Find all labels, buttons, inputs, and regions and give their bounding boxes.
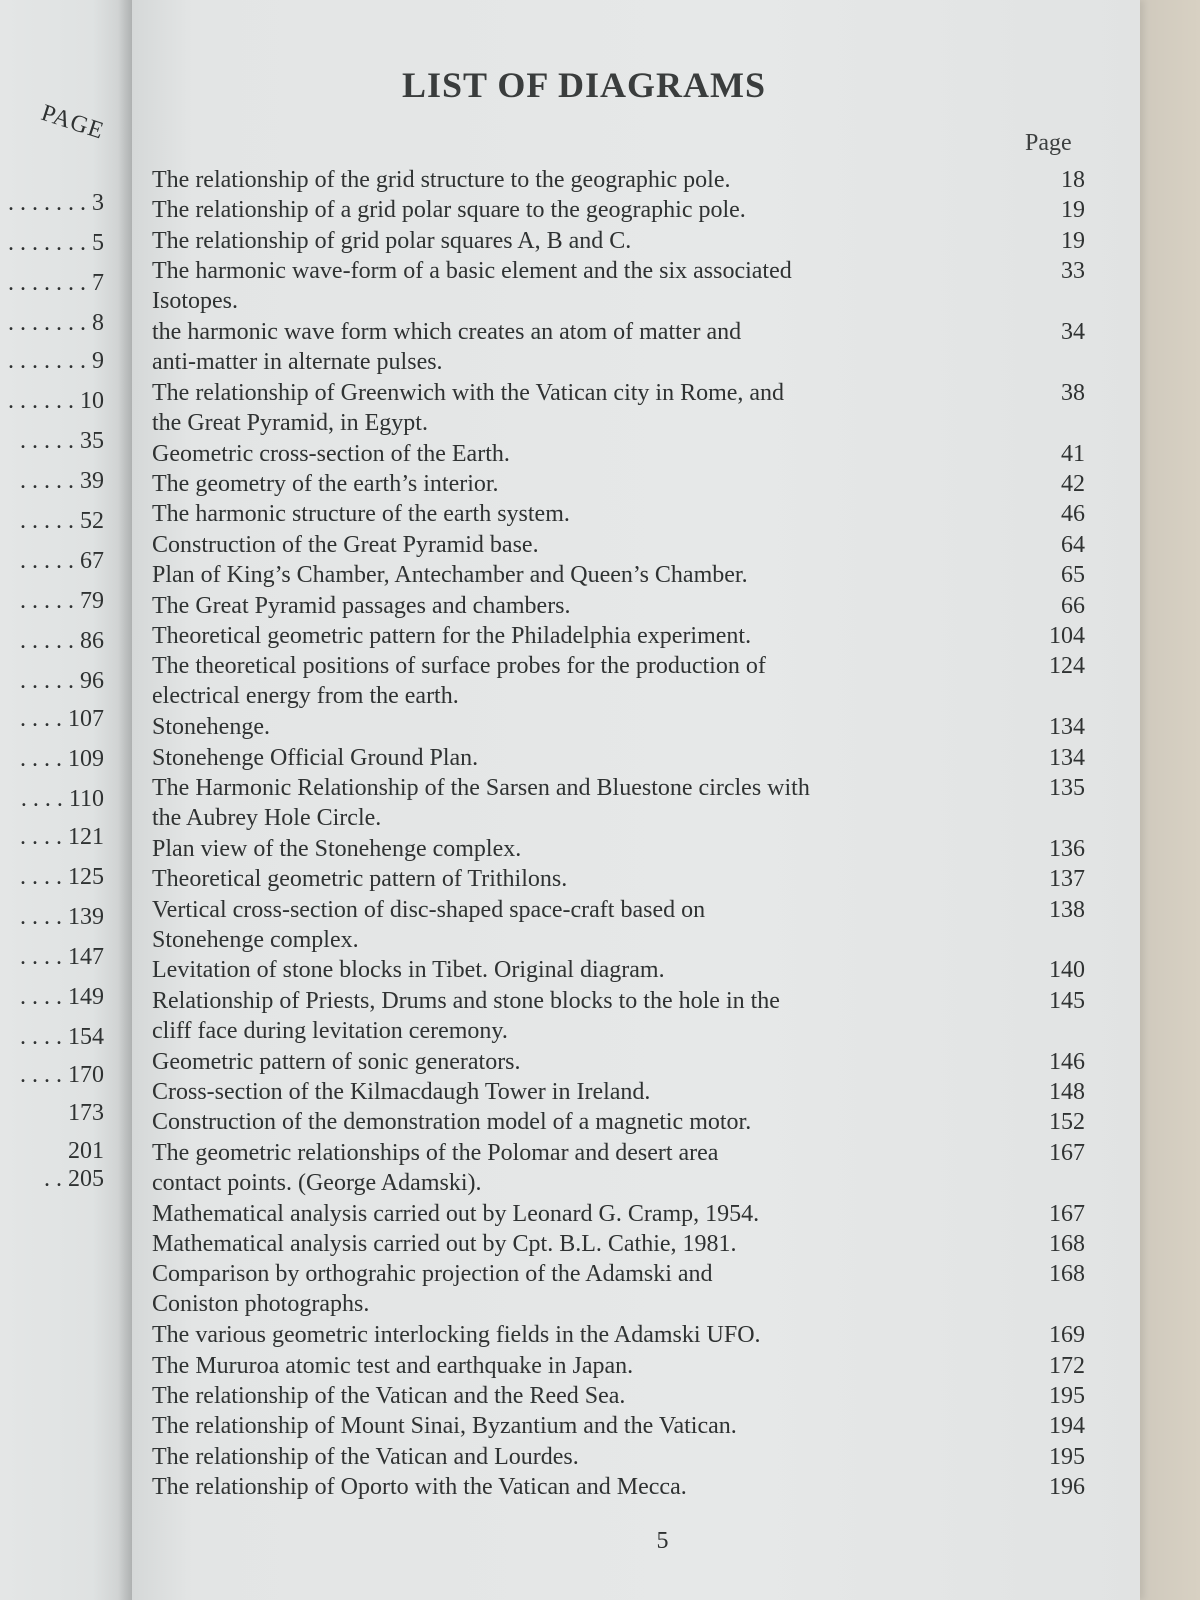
diagram-entry-page: 124 xyxy=(1049,653,1085,680)
diagram-entry-title-line: Construction of the demonstration model of a magnetic motor. xyxy=(152,1109,752,1136)
diagram-entry-title-line: Comparison by orthograhic projection of the Adamski and xyxy=(152,1261,713,1288)
diagram-entry-page: 65 xyxy=(1061,562,1085,589)
diagram-entry-title-line: The various geometric interlocking fields in the Adamski UFO. xyxy=(152,1322,761,1349)
diagram-entry-page: 33 xyxy=(1061,258,1085,285)
diagram-entry-title-line: The harmonic wave-form of a basic element and the six associated xyxy=(152,258,792,285)
diagram-entry-title xyxy=(152,1138,972,1198)
facing-page-entry: . . . . 121 xyxy=(20,824,104,850)
diagram-entry-title xyxy=(152,712,972,742)
diagram-entry-title-line: Mathematical analysis carried out by Leonard G. Cramp, 1954. xyxy=(152,1200,760,1227)
diagram-entry-title-line: Stonehenge complex. xyxy=(152,926,359,953)
diagram-entry-page: 18 xyxy=(1061,167,1085,193)
facing-page-entry: 173 xyxy=(68,1100,104,1126)
page-title: LIST OF DIAGRAMS xyxy=(401,65,767,105)
diagram-entry-title xyxy=(152,1229,972,1259)
diagram-entry-title xyxy=(152,530,972,560)
diagram-entry-page: 194 xyxy=(1049,1413,1085,1440)
diagram-entry-title xyxy=(152,195,972,225)
diagram-entry-title-line: Plan of King’s Chamber, Antechamber and Queen’s Chamber. xyxy=(152,562,748,589)
diagram-entry-title-line: Cross-section of the Kilmacdaugh Tower in Ireland. xyxy=(152,1079,651,1105)
diagram-entry-title xyxy=(152,1320,972,1350)
diagram-entry-title xyxy=(152,1381,972,1411)
facing-page-entry: . . . . 147 xyxy=(20,944,104,970)
diagram-entry-title-line: Relationship of Priests, Drums and stone blocks to the hole in the xyxy=(152,987,780,1014)
facing-page-entry: . . . . 107 xyxy=(20,706,104,732)
diagram-entry-page: 195 xyxy=(1049,1383,1085,1409)
diagram-entry-title-line: Coniston photographs. xyxy=(152,1291,370,1318)
diagram-entry-title-line: Geometric cross-section of the Earth. xyxy=(152,440,510,467)
diagram-entry-title-line: The Mururoa atomic test and earthquake in Japan. xyxy=(152,1352,634,1379)
facing-page-entry: . . . . 110 xyxy=(20,786,104,812)
diagram-entry-page: 134 xyxy=(1049,714,1085,741)
diagram-entry-page: 172 xyxy=(1049,1352,1085,1379)
diagram-entry-title xyxy=(152,1047,972,1077)
diagram-entry-title xyxy=(152,165,972,195)
diagram-entry-title xyxy=(152,1199,972,1229)
facing-page-entry: . . . . 154 xyxy=(20,1024,104,1050)
facing-page-entry: . . . . . 96 xyxy=(20,668,104,694)
diagram-entry-page: 19 xyxy=(1061,227,1085,254)
diagram-entry-page: 196 xyxy=(1049,1474,1085,1501)
facing-page-entry: . . . . 125 xyxy=(20,864,104,890)
facing-page-entry: . . . . . 52 xyxy=(20,508,104,534)
diagram-entry-title xyxy=(152,743,972,773)
diagram-entry-title xyxy=(152,439,972,469)
diagram-entry-title-line: The relationship of grid polar squares A, B and C. xyxy=(152,227,632,254)
diagram-entry-page: 41 xyxy=(1061,440,1085,467)
diagram-entry-page: 138 xyxy=(1049,896,1085,923)
diagram-entry-title-line: The relationship of the Vatican and the Reed Sea. xyxy=(152,1383,626,1409)
diagram-entry-title-line: Isotopes. xyxy=(152,288,238,315)
diagram-entry-page: 167 xyxy=(1049,1200,1085,1227)
diagram-entry-title-line: the Aubrey Hole Circle. xyxy=(152,805,382,831)
diagram-entry-title xyxy=(152,1472,972,1502)
diagram-entry-title xyxy=(152,1411,972,1441)
diagram-entry-page: 152 xyxy=(1049,1109,1085,1136)
diagram-entry-title xyxy=(152,560,972,590)
diagram-entry-title-line: Stonehenge. xyxy=(152,714,270,741)
diagram-entry-title xyxy=(152,1442,972,1472)
diagram-entry-title-line: Vertical cross-section of disc-shaped space-craft based on xyxy=(152,896,706,923)
facing-page-entry: . . . . . . 10 xyxy=(8,388,104,414)
page-number: 5 xyxy=(656,1528,669,1554)
diagram-entry-title-line: Stonehenge Official Ground Plan. xyxy=(152,744,479,771)
facing-page-entry: 201 xyxy=(68,1138,104,1164)
facing-page-entry: . . . . . . . 3 xyxy=(8,190,104,216)
diagram-entry-page: 38 xyxy=(1061,379,1085,406)
diagram-entry-title-line: The relationship of the grid structure to the geographic pole. xyxy=(152,167,731,193)
diagram-entry-title xyxy=(152,1077,972,1107)
diagram-entry-title-line: The relationship of Mount Sinai, Byzantium and the Vatican. xyxy=(152,1413,737,1440)
facing-page-entry: . . . . 170 xyxy=(20,1062,104,1088)
diagram-entry-title-line: The relationship of Oporto with the Vatican and Mecca. xyxy=(152,1474,687,1501)
diagram-entry-page: 42 xyxy=(1061,471,1085,497)
diagram-entry-title-line: the harmonic wave form which creates an atom of matter and xyxy=(152,319,742,345)
diagram-entry-title-line: The theoretical positions of surface probes for the production of xyxy=(152,653,766,680)
diagram-entry-title xyxy=(152,469,972,499)
diagram-entry-title xyxy=(152,955,972,985)
diagram-entry-title xyxy=(152,378,972,438)
diagram-entry-page: 145 xyxy=(1049,987,1085,1014)
diagram-entry-page: 168 xyxy=(1049,1261,1085,1288)
facing-page-entry: . . 205 xyxy=(44,1166,104,1192)
diagram-entry-page: 137 xyxy=(1049,866,1085,893)
diagram-entry-title xyxy=(152,621,972,651)
diagram-entry-page: 169 xyxy=(1049,1322,1085,1349)
diagram-entry-page: 148 xyxy=(1049,1079,1085,1105)
diagram-entry-title-line: cliff face during levitation ceremony. xyxy=(152,1017,508,1044)
diagram-entry-page: 146 xyxy=(1049,1048,1085,1075)
diagram-entry-title-line: The relationship of the Vatican and Lourdes. xyxy=(152,1443,579,1470)
diagram-entry-title xyxy=(152,895,972,955)
diagram-entry-title-line: The geometric relationships of the Polomar and desert area xyxy=(152,1139,719,1166)
facing-page-entry: . . . . . . . 8 xyxy=(8,310,104,336)
diagram-entry-title-line: Levitation of stone blocks in Tibet. Original diagram. xyxy=(152,957,665,984)
diagram-entry-page: 167 xyxy=(1049,1139,1085,1166)
diagram-entry-page: 66 xyxy=(1061,592,1085,619)
diagram-entry-title-line: Theoretical geometric pattern of Trithilons. xyxy=(152,866,568,893)
diagram-entry-title xyxy=(152,834,972,864)
facing-page-entry: . . . . 109 xyxy=(20,746,104,772)
facing-page-entry: . . . . . . . 9 xyxy=(8,348,104,374)
diagram-entry-title-line: contact points. (George Adamski). xyxy=(152,1169,482,1196)
diagram-entry-page: 195 xyxy=(1049,1443,1085,1470)
diagram-entry-page: 136 xyxy=(1049,835,1085,862)
diagram-entry-title-line: Mathematical analysis carried out by Cpt. B.L. Cathie, 1981. xyxy=(152,1231,737,1257)
diagram-entry-page: 134 xyxy=(1049,744,1085,771)
facing-page-entry: . . . . 139 xyxy=(20,904,104,930)
facing-page-entry: . . . . . 86 xyxy=(20,628,104,654)
diagram-entry-title-line: The harmonic structure of the earth system. xyxy=(152,501,570,528)
facing-page-entry: . . . . . . . 5 xyxy=(8,230,104,256)
diagram-entry-title xyxy=(152,651,972,711)
diagram-entry-title xyxy=(152,256,972,316)
diagram-entry-title-line: The relationship of a grid polar square to the geographic pole. xyxy=(152,197,746,224)
facing-page-header: PAGE xyxy=(37,100,108,145)
diagram-entry-title xyxy=(152,226,972,256)
diagram-entry-page: 19 xyxy=(1061,197,1085,224)
diagram-entry-title xyxy=(152,986,972,1046)
facing-page-entry: . . . . . 39 xyxy=(20,468,104,494)
page-column-header: Page xyxy=(1025,130,1072,156)
diagram-entry-title-line: The Harmonic Relationship of the Sarsen and Bluestone circles with xyxy=(152,775,810,801)
diagram-entry-title-line: Construction of the Great Pyramid base. xyxy=(152,531,539,558)
diagram-entry-title-line: Theoretical geometric pattern for the Philadelphia experiment. xyxy=(152,623,752,649)
facing-page-entry: . . . . . . . 7 xyxy=(8,270,104,296)
diagram-entry-title xyxy=(152,864,972,894)
diagram-entry-title xyxy=(152,591,972,621)
diagram-entry-title-line: Geometric pattern of sonic generators. xyxy=(152,1048,521,1075)
facing-page-entry: . . . . . 79 xyxy=(20,588,104,614)
diagram-entry-title-line: The Great Pyramid passages and chambers. xyxy=(152,592,571,619)
facing-page-entry: . . . . . 67 xyxy=(20,548,104,574)
facing-page-entry: . . . . . 35 xyxy=(20,428,104,454)
diagram-entry-page: 104 xyxy=(1049,623,1085,649)
diagram-entry-title xyxy=(152,1259,972,1319)
diagram-entry-page: 64 xyxy=(1061,531,1085,558)
diagram-entry-title xyxy=(152,499,972,529)
diagram-entry-title-line: the Great Pyramid, in Egypt. xyxy=(152,409,428,436)
diagram-entry-page: 168 xyxy=(1049,1231,1085,1257)
facing-page-entry: . . . . 149 xyxy=(20,984,104,1010)
diagram-entry-title xyxy=(152,1351,972,1381)
diagram-entry-page: 46 xyxy=(1061,501,1085,528)
diagram-entry-page: 135 xyxy=(1049,775,1085,801)
diagram-entry-page: 34 xyxy=(1061,319,1085,345)
diagram-entry-title xyxy=(152,773,972,833)
diagram-entry-title xyxy=(152,1107,972,1137)
diagram-entry-title xyxy=(152,317,972,377)
diagram-entry-title-line: Plan view of the Stonehenge complex. xyxy=(152,835,522,862)
diagram-entry-title-line: The geometry of the earth’s interior. xyxy=(152,471,499,497)
diagram-entry-title-line: electrical energy from the earth. xyxy=(152,683,459,710)
diagram-entry-title-line: anti-matter in alternate pulses. xyxy=(152,349,443,375)
diagram-entry-title-line: The relationship of Greenwich with the Vatican city in Rome, and xyxy=(152,379,785,406)
diagram-entry-page: 140 xyxy=(1049,957,1085,984)
